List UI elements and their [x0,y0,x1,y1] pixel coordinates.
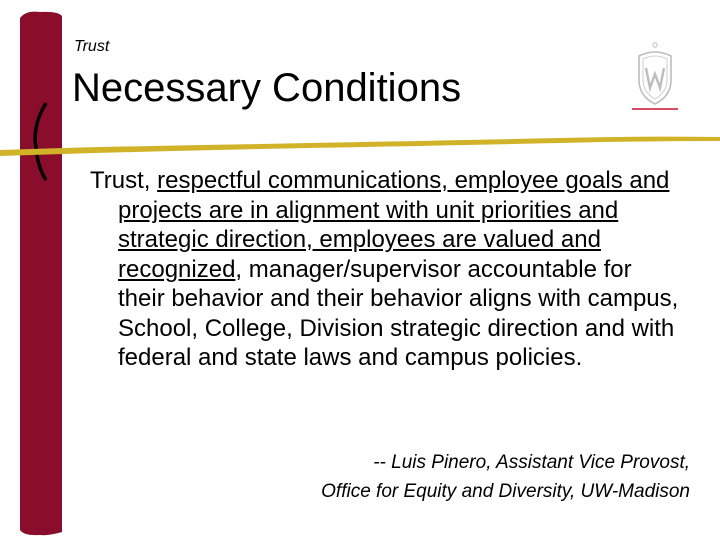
quote-paragraph [90,166,680,373]
attribution-line-1: -- Luis Pinero, Assistant Vice Provost, [373,452,690,473]
quote-body [90,166,680,373]
quote-attribution [321,448,690,506]
quote-underlined-text: respectful communications, employee goals and projects are in alignment with unit priorities and strategic direction, employees are valued and recognized [118,167,670,283]
slide-section-label: Trust [74,38,110,55]
quote-lead-text: Trust, [90,167,158,194]
uw-crest-logo [630,40,680,112]
slide-title: Necessary Conditions [72,66,462,110]
crimson-sidebar-bar [18,8,64,538]
quote-rest-text: , manager/supervisor accountable for their behavior and their behavior aligns with campus, School, College, Division strategic direction and with federal and state laws and campus policies. [118,255,679,371]
gold-rule-divider [0,124,720,164]
attribution-line-2: Office for Equity and Diversity, UW-Madison [321,481,690,502]
